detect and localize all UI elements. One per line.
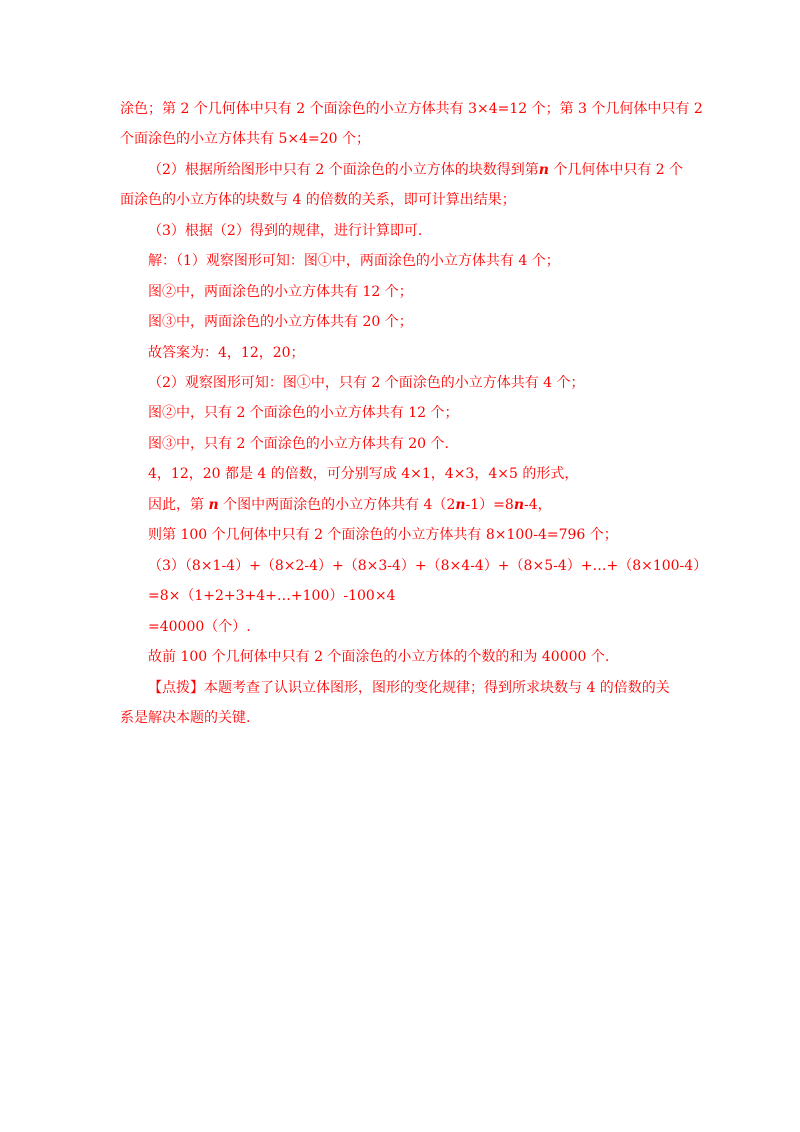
text-line: 则第 100 个几何体中只有 2 个面涂色的小立方体共有 8×100-4=796 个； <box>148 527 618 543</box>
text-line: 涂色；第 2 个几何体中只有 2 个面涂色的小立方体共有 3×4=12 个；第 3 个几何体中只有 2 <box>120 101 703 117</box>
text-line: 故前 100 个几何体中只有 2 个面涂色的小立方体的个数的和为 40000 个. <box>148 649 610 665</box>
text-line: =40000（个）. <box>148 619 251 635</box>
variable-n: n <box>208 497 219 513</box>
tip-line: 系是解决本题的关键. <box>120 710 251 726</box>
text-segment: 个几何体中只有 2 个 <box>553 162 684 178</box>
text-segment: 个图中两面涂色的小立方体共有 4（2 <box>223 497 456 513</box>
tip-heading: 【点拨】 <box>148 680 204 696</box>
text-line <box>148 161 800 179</box>
text-segment: -1）=8 <box>465 497 514 513</box>
text-line: 图②中，只有 2 个面涂色的小立方体共有 12 个； <box>148 405 459 421</box>
variable-n: n <box>538 162 549 178</box>
text-line: 图③中，两面涂色的小立方体共有 20 个； <box>148 314 413 330</box>
text-line: 图③中，只有 2 个面涂色的小立方体共有 20 个. <box>148 436 449 452</box>
text-line: （3）（8×1-4）+（8×2-4）+（8×3-4）+（8×4-4）+（8×5-4）+…+（8×100-4） <box>148 558 708 574</box>
text-line: （2）观察图形可知：图①中，只有 2 个面涂色的小立方体共有 4 个； <box>148 375 585 391</box>
text-line: 故答案为：4，12，20； <box>148 345 305 361</box>
text-line: 4，12，20 都是 4 的倍数，可分别写成 4×1，4×3，4×5 的形式， <box>148 466 579 482</box>
text-segment: （2）根据所给图形中只有 2 个面涂色的小立方体的块数得到第 <box>148 162 539 178</box>
text-line <box>148 496 800 514</box>
text-line: =8×（1+2+3+4+…+100）-100×4 <box>148 588 396 604</box>
text-line: （3）根据（2）得到的规律，进行计算即可. <box>148 223 423 239</box>
variable-n: n <box>455 497 466 513</box>
text-segment: 因此，第 <box>148 497 204 513</box>
text-line: 解：（1）观察图形可知：图①中，两面涂色的小立方体共有 4 个； <box>148 253 560 269</box>
text-line: 图②中，两面涂色的小立方体共有 12 个； <box>148 284 413 300</box>
text-segment: -4， <box>524 497 552 513</box>
tip-text: 本题考查了认识立体图形，图形的变化规律；得到所求块数与 4 的倍数的关 <box>204 680 670 696</box>
variable-n: n <box>513 497 525 513</box>
text-line: 个面涂色的小立方体共有 5×4=20 个； <box>120 131 370 147</box>
text-line: 面涂色的小立方体的块数与 4 的倍数的关系，即可计算出结果； <box>120 192 516 208</box>
tip-line <box>148 679 800 697</box>
